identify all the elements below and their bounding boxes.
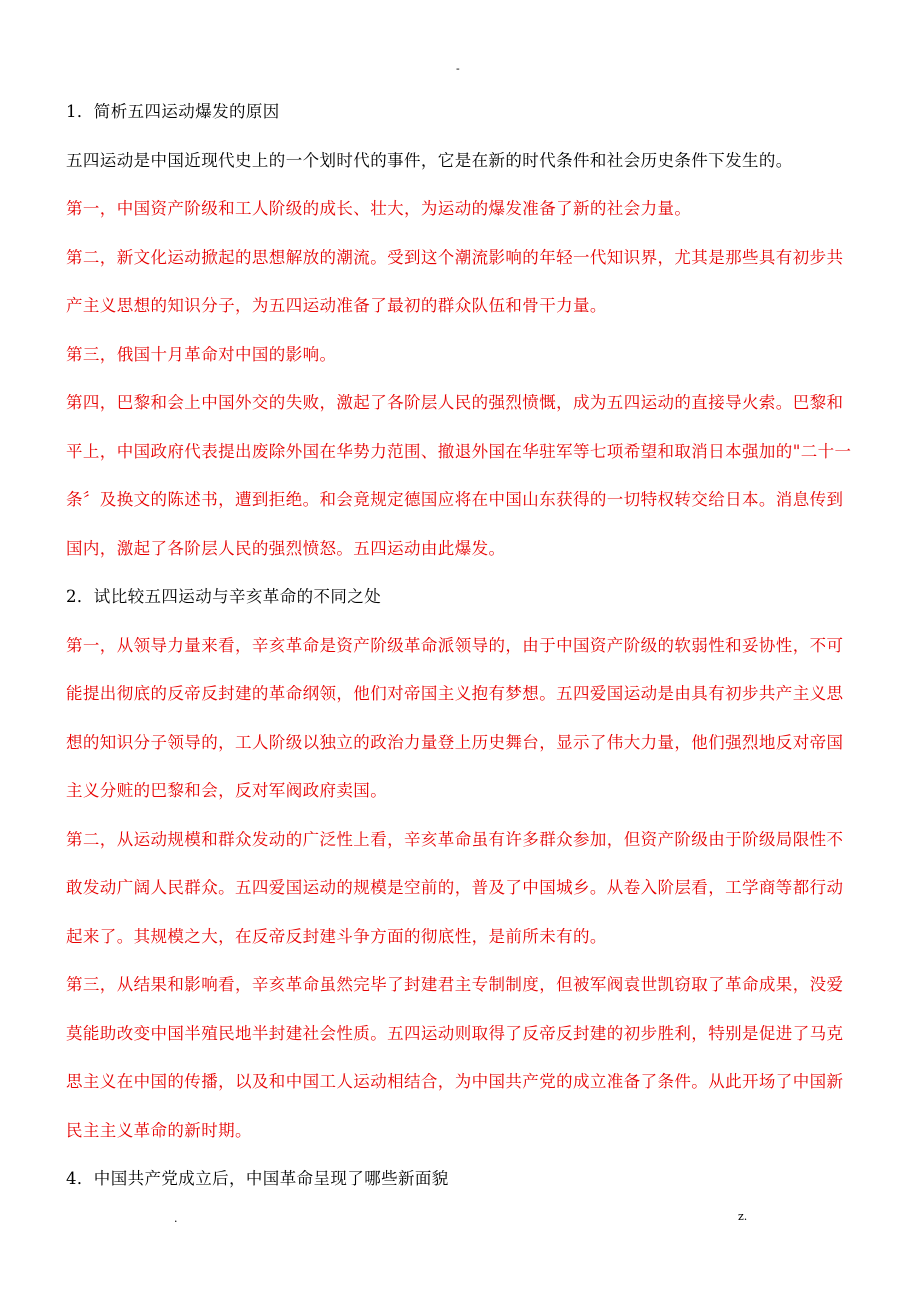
footer-right-mark: z.: [738, 1210, 748, 1223]
intro-paragraph: 五四运动是中国近现代史上的一个划时代的事件，它是在新的时代条件和社会历史条件下发生的。: [66, 150, 793, 170]
reason-3-paragraph: 第三，俄国十月革命对中国的影响。: [66, 344, 337, 364]
question-4-heading: 4．中国共产党成立后，中国革命呈现了哪些新面貌: [66, 1169, 449, 1188]
question-2-heading: 2．试比较五四运动与辛亥革命的不同之处: [66, 587, 382, 606]
reason-4-paragraph: 第四，巴黎和会上中国外交的失败，激起了各阶层人民的强烈愤慨，成为五四运动的直接导火索。巴黎和平上，中国政府代表提出废除外国在华势力范围、撤退外国在华驻军等七项希望和取消日本强加的"二十一条〞及换文的陈述书，遭到拒绝。和会竟规定德国应将在中国山东获得的一切特权转交给日本。消息传到国内，激起了各阶层人民的强烈愤怒。五四运动由此爆发。: [66, 393, 852, 558]
difference-3-paragraph: 第三，从结果和影响看，辛亥革命虽然完毕了封建君主专制制度，但被军阀袁世凯窃取了革命成果，没爱莫能助改变中国半殖民地半封建社会性质。五四运动则取得了反帝反封建的初步胜利，特别是促进了马克思主义在中国的传播，以及和中国工人运动相结合，为中国共产党的成立准备了条件。从此开场了中国新民主主义革命的新时期。: [66, 975, 844, 1140]
document-body: [66, 88, 858, 1204]
difference-2-paragraph: 第二，从运动规模和群众发动的广泛性上看，辛亥革命虽有许多群众参加，但资产阶级由于阶级局限性不敢发动广阔人民群众。五四爱国运动的规模是空前的，普及了中国城乡。从卷入阶层看，工学商等都行动起来了。其规模之大，在反帝反封建斗争方面的彻底性，是前所未有的。: [66, 829, 844, 946]
reason-1-paragraph: 第一，中国资产阶级和工人阶级的成长、壮大，为运动的爆发准备了新的社会力量。: [66, 199, 692, 218]
footer-left-mark: .: [174, 1212, 178, 1225]
header-mark: -: [456, 62, 460, 75]
reason-2-paragraph: 第二，新文化运动掀起的思想解放的潮流。受到这个潮流影响的年轻一代知识界，尤其是那些具有初步共产主义思想的知识分子，为五四运动准备了最初的群众队伍和骨干力量。: [66, 247, 844, 315]
question-1-heading: 1．简析五四运动爆发的原因: [66, 102, 280, 121]
difference-1-paragraph: 第一，从领导力量来看，辛亥革命是资产阶级革命派领导的，由于中国资产阶级的软弱性和妥协性，不可能提出彻底的反帝反封建的革命纲领，他们对帝国主义抱有梦想。五四爱国运动是由具有初步共产主义思想的知识分子领导的，工人阶级以独立的政治力量登上历史舞台，显示了伟大力量，他们强烈地反对帝国主义分赃的巴黎和会，反对军阀政府卖国。: [66, 635, 844, 800]
